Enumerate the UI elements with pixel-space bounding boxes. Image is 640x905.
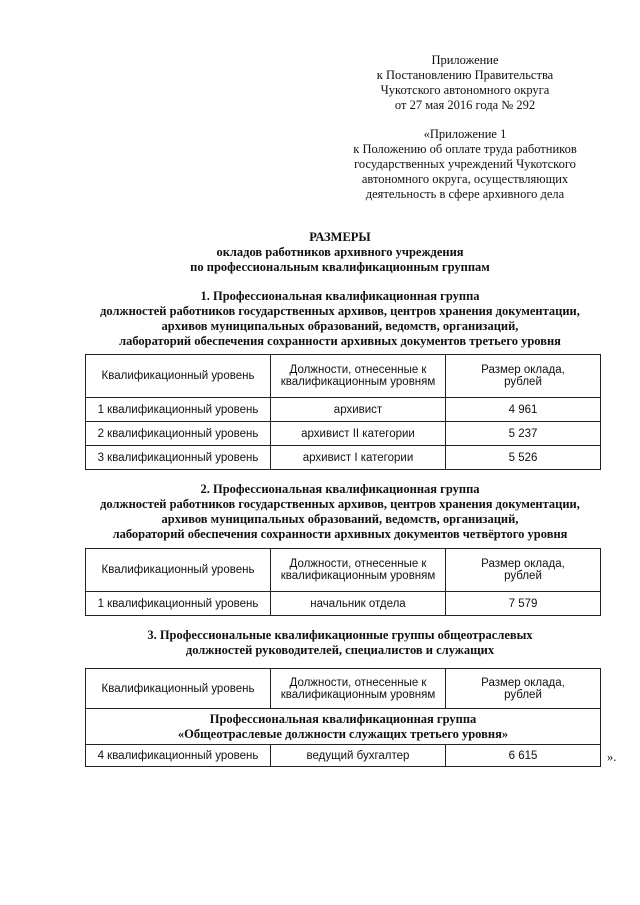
salary-table-2: [85, 548, 601, 616]
section-1-line-3: архивов муниципальных образований, ведомств, организаций,: [161, 319, 519, 333]
header-positions-line-2: квалификационным уровням: [280, 688, 436, 701]
header-positions-line-1: Должности, отнесенные к: [289, 676, 427, 689]
cell-salary: 5 237: [446, 422, 601, 446]
header-positions: [271, 549, 446, 592]
table-row: [86, 592, 601, 616]
cell-level: 3 квалификационный уровень: [86, 446, 271, 470]
header-salary-line-1: Размер оклада,: [481, 558, 565, 570]
cell-position: ведущий бухгалтер: [271, 745, 446, 767]
appendix-line-3: государственных учреждений Чукотского: [354, 157, 576, 171]
appendix-line-5: деятельность в сфере архивного дела: [365, 187, 565, 201]
cell-position: начальник отдела: [271, 592, 446, 616]
header-positions-line-2: квалификационным уровням: [280, 376, 436, 388]
table-header-row: [86, 669, 601, 709]
header-positions: [271, 355, 446, 398]
section-3-line-1: 3. Профессиональные квалификационные группы общеотраслевых: [147, 628, 533, 642]
appendix-line-1: «Приложение 1: [423, 127, 507, 141]
salary-table-1: [85, 354, 601, 470]
cell-salary: 4 961: [446, 398, 601, 422]
section-2-line-3: архивов муниципальных образований, ведомств, организаций,: [161, 512, 519, 526]
cell-level: 2 квалификационный уровень: [86, 422, 271, 446]
header-positions-line-2: квалификационным уровням: [280, 570, 436, 582]
group-header-cell: [86, 709, 601, 745]
header-positions: [271, 669, 446, 709]
header-salary-line-2: рублей: [504, 376, 542, 388]
cell-salary: 7 579: [446, 592, 601, 616]
header-positions-line-1: Должности, отнесенные к: [289, 364, 427, 376]
header-positions-line-1: Должности, отнесенные к: [289, 558, 427, 570]
header-level: Квалификационный уровень: [86, 669, 271, 709]
section-1-line-1: 1. Профессиональная квалификационная группа: [200, 289, 480, 303]
header-salary-line-1: Размер оклада,: [481, 676, 565, 689]
section-3-line-2: должностей руководителей, специалистов и служащих: [185, 643, 495, 657]
group-header-line-1: Профессиональная квалификационная группа: [209, 711, 477, 726]
header-salary-line-2: рублей: [504, 570, 542, 582]
header-salary: [446, 549, 601, 592]
section-1-line-2: должностей работников государственных архивов, центров хранения документации,: [100, 304, 580, 318]
appendix-line-2: к Положению об оплате труда работников: [353, 142, 577, 156]
title-line-2: по профессиональным квалификационным группам: [190, 260, 490, 274]
cell-position: архивист I категории: [271, 446, 446, 470]
header-salary: [446, 669, 601, 709]
cell-level: 4 квалификационный уровень: [86, 745, 271, 767]
header-level: Квалификационный уровень: [86, 355, 271, 398]
approval-line-4: от 27 мая 2016 года № 292: [394, 98, 536, 112]
header-salary-line-1: Размер оклада,: [481, 364, 565, 376]
group-header-row: [86, 709, 601, 745]
title-heading: РАЗМЕРЫ: [309, 230, 371, 244]
title-line-1: окладов работников архивного учреждения: [216, 245, 464, 259]
appendix-line-4: автономного округа, осуществляющих: [361, 172, 569, 186]
cell-level: 1 квалификационный уровень: [86, 398, 271, 422]
approval-line-2: к Постановлению Правительства: [376, 68, 554, 82]
table-row: [86, 422, 601, 446]
cell-level: 1 квалификационный уровень: [86, 592, 271, 616]
salary-table-3: [85, 668, 601, 767]
cell-salary: 5 526: [446, 446, 601, 470]
table-row: [86, 745, 601, 767]
table-row: [86, 446, 601, 470]
cell-salary: 6 615: [446, 745, 601, 767]
section-1-line-4: лабораторий обеспечения сохранности архивных документов третьего уровня: [119, 334, 561, 348]
cell-position: архивист: [271, 398, 446, 422]
header-salary: [446, 355, 601, 398]
table-header-row: [86, 549, 601, 592]
approval-line-1: Приложение: [431, 53, 499, 67]
group-header-line-2: «Общеотраслевые должности служащих третьего уровня»: [177, 726, 509, 741]
table-row: [86, 398, 601, 422]
table-header-row: [86, 355, 601, 398]
header-salary-line-2: рублей: [504, 688, 542, 701]
closing-quote-mark: ».: [607, 750, 617, 764]
cell-position: архивист II категории: [271, 422, 446, 446]
section-2-line-2: должностей работников государственных архивов, центров хранения документации,: [100, 497, 580, 511]
header-level: Квалификационный уровень: [86, 549, 271, 592]
approval-line-3: Чукотского автономного округа: [380, 83, 550, 97]
section-2-line-4: лабораторий обеспечения сохранности архивных документов четвёртого уровня: [112, 527, 568, 541]
section-2-line-1: 2. Профессиональная квалификационная группа: [200, 482, 480, 496]
